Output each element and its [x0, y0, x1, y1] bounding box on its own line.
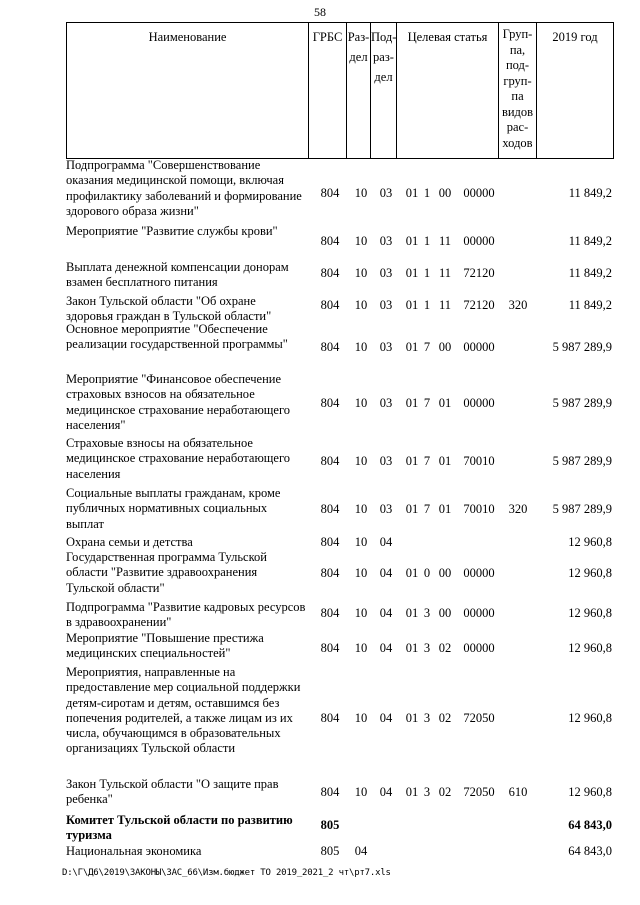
- row-m: 01: [438, 502, 452, 516]
- header-podrazdel: Под- раз- дел: [371, 23, 397, 158]
- row-n: 72120: [463, 266, 495, 280]
- row-p: 01: [405, 396, 419, 410]
- row-podr: 04: [379, 566, 393, 580]
- row-s: 7: [423, 502, 431, 516]
- header-expense-type: Груп- па, под- груп- па видов рас- ходов: [499, 23, 537, 158]
- row-name: Страховые взносы на обязательное медицинское страхование неработающего населения: [66, 436, 291, 481]
- row-amount: 12 960,8: [568, 535, 612, 549]
- row-p: 01: [405, 606, 419, 620]
- row-m: 11: [438, 266, 452, 280]
- row-s: 1: [423, 266, 431, 280]
- row-podr: 03: [379, 234, 393, 248]
- row-razd: 10: [354, 234, 368, 248]
- row-amount: 12 960,8: [568, 785, 612, 799]
- row-razd: 10: [354, 535, 368, 549]
- row-n: 70010: [463, 454, 495, 468]
- row-s: 3: [423, 785, 431, 799]
- row-s: 7: [423, 396, 431, 410]
- row-amount: 12 960,8: [568, 641, 612, 655]
- row-grbs: 804: [320, 266, 340, 280]
- row-grbs: 804: [320, 502, 340, 516]
- row-podr: 03: [379, 396, 393, 410]
- row-amount: 11 849,2: [568, 266, 612, 280]
- header-grbs: ГРБС: [309, 23, 347, 158]
- row-s: 3: [423, 711, 431, 725]
- table-header: [66, 22, 614, 159]
- row-name: Социальные выплаты гражданам, кроме публичных нормативных социальных выплат: [66, 486, 281, 531]
- row-s: 7: [423, 454, 431, 468]
- row-amount: 11 849,2: [568, 234, 612, 248]
- row-name: Мероприятие "Финансовое обеспечение страховых взносов на обязательное медицинское страхование неработающего населения": [66, 372, 291, 432]
- row-amount: 12 960,8: [568, 566, 612, 580]
- row-m: 02: [438, 641, 452, 655]
- row-podr: 03: [379, 454, 393, 468]
- header-razdel: Раз- дел: [347, 23, 371, 158]
- row-podr: 03: [379, 298, 393, 312]
- row-name: Закон Тульской области "О защите прав ребенка": [66, 777, 279, 807]
- row-n: 00000: [463, 186, 495, 200]
- row-razd: 10: [354, 502, 368, 516]
- row-s: 1: [423, 186, 431, 200]
- row-grbs: 804: [320, 566, 340, 580]
- row-n: 00000: [463, 606, 495, 620]
- header-name: Наименование: [67, 23, 309, 158]
- row-n: 00000: [463, 566, 495, 580]
- row-n: 00000: [463, 340, 495, 354]
- row-razd: 10: [354, 785, 368, 799]
- row-grbs: 804: [320, 340, 340, 354]
- row-s: 1: [423, 234, 431, 248]
- row-vid: 320: [508, 502, 528, 516]
- row-m: 11: [438, 234, 452, 248]
- row-s: 7: [423, 340, 431, 354]
- row-grbs: 805: [320, 818, 340, 832]
- row-grbs: 804: [320, 298, 340, 312]
- row-razd: 10: [354, 396, 368, 410]
- row-razd: 10: [354, 298, 368, 312]
- row-n: 00000: [463, 234, 495, 248]
- row-grbs: 804: [320, 606, 340, 620]
- row-grbs: 804: [320, 535, 340, 549]
- row-name: Закон Тульской области "Об охране здоровья граждан в Тульской области": [66, 294, 272, 324]
- row-n: 00000: [463, 641, 495, 655]
- row-m: 02: [438, 711, 452, 725]
- row-s: 1: [423, 298, 431, 312]
- row-m: 01: [438, 396, 452, 410]
- row-grbs: 804: [320, 454, 340, 468]
- row-m: 11: [438, 298, 452, 312]
- row-amount: 5 987 289,9: [552, 396, 612, 410]
- row-name: Комитет Тульской области по развитию туризма: [66, 813, 293, 843]
- row-m: 00: [438, 186, 452, 200]
- row-name: Выплата денежной компенсации донорам взамен бесплатного питания: [66, 260, 289, 290]
- row-n: 72050: [463, 785, 495, 799]
- row-grbs: 804: [320, 711, 340, 725]
- header-target-article: Целевая статья: [397, 23, 499, 158]
- row-podr: 04: [379, 641, 393, 655]
- row-name: Мероприятия, направленные на предоставление мер социальной поддержки детям-сиротам и детям, оставшимся без попечения родителей, а также лицам из их числа, обучающимся в образовательных организациях Тульской области: [66, 665, 301, 756]
- row-amount: 12 960,8: [568, 711, 612, 725]
- row-razd: 10: [354, 266, 368, 280]
- row-razd: 10: [354, 454, 368, 468]
- row-name: Охрана семьи и детства: [66, 535, 193, 549]
- row-p: 01: [405, 298, 419, 312]
- row-podr: 03: [379, 502, 393, 516]
- file-path-footer: D:\Г\Д6\2019\ЗАКОНЫ\ЗАС_66\Изм.бюджет ТО 2019_2021_2 чт\рт7.xls: [62, 868, 391, 878]
- row-p: 01: [405, 566, 419, 580]
- row-grbs: 804: [320, 234, 340, 248]
- row-name: Основное мероприятие "Обеспечение реализации государственной программы": [66, 322, 288, 352]
- row-p: 01: [405, 711, 419, 725]
- row-podr: 03: [379, 266, 393, 280]
- row-razd: 10: [354, 641, 368, 655]
- row-n: 72050: [463, 711, 495, 725]
- row-vid: 610: [508, 785, 528, 799]
- row-n: 72120: [463, 298, 495, 312]
- row-p: 01: [405, 266, 419, 280]
- row-p: 01: [405, 641, 419, 655]
- row-amount: 11 849,2: [568, 298, 612, 312]
- row-grbs: 804: [320, 785, 340, 799]
- page-number: 58: [314, 5, 326, 19]
- row-podr: 04: [379, 785, 393, 799]
- row-p: 01: [405, 340, 419, 354]
- row-name: Подпрограмма "Развитие кадровых ресурсов в здравоохранении": [66, 600, 306, 630]
- row-s: 3: [423, 641, 431, 655]
- row-p: 01: [405, 502, 419, 516]
- row-podr: 03: [379, 186, 393, 200]
- row-name: Подпрограмма "Совершенствование оказания медицинской помощи, включая профилактику заболеваний и формирование здорового образа жизни": [66, 158, 302, 218]
- row-amount: 64 843,0: [568, 844, 612, 858]
- row-amount: 64 843,0: [568, 818, 612, 832]
- row-s: 0: [423, 566, 431, 580]
- row-razd: 04: [354, 844, 368, 858]
- row-razd: 10: [354, 186, 368, 200]
- row-amount: 5 987 289,9: [552, 502, 612, 516]
- row-m: 01: [438, 454, 452, 468]
- row-vid: 320: [508, 298, 528, 312]
- row-name: Мероприятие "Повышение престижа медицинских специальностей": [66, 631, 264, 661]
- row-name: Государственная программа Тульской области "Развитие здравоохранения Тульской области": [66, 550, 267, 595]
- row-razd: 10: [354, 340, 368, 354]
- row-m: 00: [438, 340, 452, 354]
- row-razd: 10: [354, 606, 368, 620]
- row-n: 70010: [463, 502, 495, 516]
- header-year: 2019 год: [552, 30, 598, 44]
- row-razd: 10: [354, 711, 368, 725]
- row-podr: 04: [379, 606, 393, 620]
- row-amount: 5 987 289,9: [552, 454, 612, 468]
- row-podr: 04: [379, 535, 393, 549]
- row-p: 01: [405, 234, 419, 248]
- row-grbs: 804: [320, 186, 340, 200]
- row-amount: 5 987 289,9: [552, 340, 612, 354]
- row-m: 00: [438, 566, 452, 580]
- row-p: 01: [405, 186, 419, 200]
- row-amount: 11 849,2: [568, 186, 612, 200]
- row-razd: 10: [354, 566, 368, 580]
- row-s: 3: [423, 606, 431, 620]
- row-m: 00: [438, 606, 452, 620]
- row-grbs: 804: [320, 641, 340, 655]
- row-name: Национальная экономика: [66, 844, 202, 858]
- row-grbs: 805: [320, 844, 340, 858]
- row-m: 02: [438, 785, 452, 799]
- row-p: 01: [405, 785, 419, 799]
- row-name: Мероприятие "Развитие службы крови": [66, 224, 278, 238]
- row-podr: 03: [379, 340, 393, 354]
- row-n: 00000: [463, 396, 495, 410]
- row-amount: 12 960,8: [568, 606, 612, 620]
- row-grbs: 804: [320, 396, 340, 410]
- row-p: 01: [405, 454, 419, 468]
- row-podr: 04: [379, 711, 393, 725]
